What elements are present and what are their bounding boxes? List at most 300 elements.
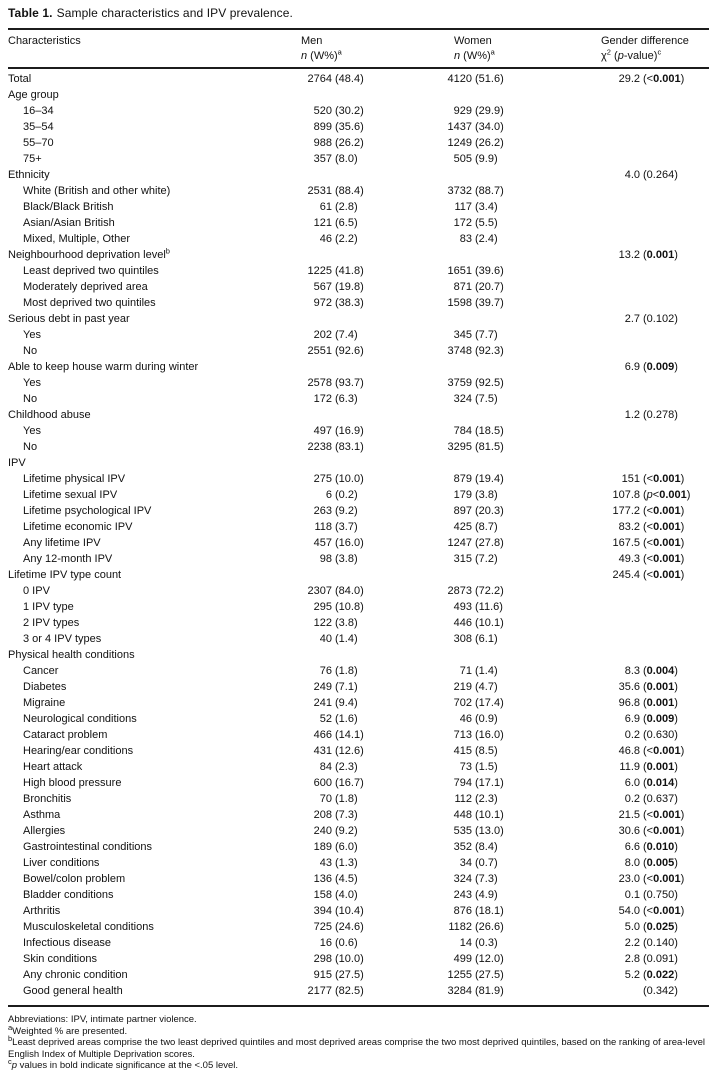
table-row [8, 919, 709, 935]
table-row [8, 823, 709, 839]
p-value: (<0.001) [643, 537, 685, 549]
gender-difference-value [539, 295, 709, 311]
gender-difference-value [539, 503, 709, 519]
table-row [8, 215, 709, 231]
chi-square-value [539, 615, 640, 631]
chi-symbol: χ [601, 50, 607, 62]
women-value-pct: (12.0) [475, 953, 504, 965]
gender-difference-value [539, 759, 709, 775]
men-value-n: 431 [313, 745, 332, 757]
women-value [399, 375, 539, 391]
characteristic-label: Neurological conditions [23, 713, 137, 725]
gender-difference-value [539, 839, 709, 855]
men-value-pct: (6.5) [335, 217, 358, 229]
men-value-n: 2177 [307, 985, 332, 997]
characteristic-label: Lifetime psychological IPV [23, 505, 152, 517]
men-value-n: 121 [313, 217, 332, 229]
men-value-pct: (24.6) [335, 921, 364, 933]
men-value-n: 249 [313, 681, 332, 693]
women-value-n: 3284 [447, 985, 472, 997]
men-value-n: 972 [313, 297, 332, 309]
men-value [254, 663, 399, 679]
women-value-pct: (8.4) [475, 841, 498, 853]
table-row [8, 71, 709, 87]
women-value [399, 663, 539, 679]
women-value-pct: (5.5) [475, 217, 498, 229]
men-value-n: 497 [313, 425, 332, 437]
chi-square-value [539, 327, 640, 343]
table-row [8, 359, 709, 375]
table-row [8, 615, 709, 631]
women-value [399, 855, 539, 871]
men-value [254, 119, 399, 135]
gender-difference-value [539, 135, 709, 151]
gender-difference-value [539, 711, 709, 727]
p-value-number: 0.001 [653, 873, 681, 885]
men-value [254, 903, 399, 919]
men-value [254, 743, 399, 759]
men-value-n: 6 [325, 489, 332, 501]
gender-difference-value [539, 263, 709, 279]
chi-square-value: 23.0 [618, 873, 640, 885]
table-title [8, 6, 709, 21]
label-superscript: b [165, 247, 170, 256]
men-value-pct: (10.8) [335, 601, 364, 613]
chi-square-value: 35.6 [618, 681, 640, 693]
men-value-n: 202 [313, 329, 332, 341]
men-value [254, 423, 399, 439]
p-value: (0.140) [643, 937, 678, 949]
women-value-n: 499 [453, 953, 472, 965]
chi-square-value [539, 631, 640, 647]
gender-difference-value [539, 727, 709, 743]
men-value [254, 343, 399, 359]
women-value-n: 219 [453, 681, 472, 693]
women-value-n: 929 [453, 105, 472, 117]
women-value-n [399, 407, 472, 423]
men-value [254, 887, 399, 903]
men-value [254, 87, 399, 103]
men-value [254, 551, 399, 567]
women-value-n [399, 87, 472, 103]
chi-square-value: 29.2 [618, 73, 640, 85]
gender-difference-value [539, 631, 709, 647]
p-value-number: 0.001 [653, 745, 681, 757]
men-value-pct: (2.8) [335, 201, 358, 213]
characteristic-label: Liver conditions [23, 857, 100, 869]
p-value: (<0.001) [643, 505, 685, 517]
women-value-n: 179 [453, 489, 472, 501]
men-value-pct: (10.4) [335, 905, 364, 917]
men-value-n [254, 567, 332, 583]
characteristic-label: IPV [8, 457, 26, 469]
women-value [399, 455, 539, 471]
women-value-pct: (7.7) [475, 329, 498, 341]
men-value [254, 775, 399, 791]
men-value-n [254, 455, 332, 471]
gender-difference-value [539, 599, 709, 615]
table-row [8, 391, 709, 407]
characteristic-label: 16–34 [23, 105, 54, 117]
men-value [254, 263, 399, 279]
chi-square-value [539, 391, 640, 407]
men-value [254, 247, 399, 263]
women-value-pct: (18.1) [475, 905, 504, 917]
men-value-pct: (3.8) [335, 553, 358, 565]
characteristic-label: Cancer [23, 665, 59, 677]
men-value [254, 455, 399, 471]
characteristic-label: 35–54 [23, 121, 54, 133]
men-value-pct: (3.8) [335, 617, 358, 629]
men-value-pct: (19.8) [335, 281, 364, 293]
men-value-n: 189 [313, 841, 332, 853]
gender-difference-value [539, 855, 709, 871]
chi-square-value [539, 279, 640, 295]
chi-square-value: 8.0 [624, 857, 640, 869]
chi-square-value [539, 599, 640, 615]
men-value [254, 167, 399, 183]
men-value-pct: (1.6) [335, 713, 358, 725]
table-row [8, 679, 709, 695]
characteristic-label: Diabetes [23, 681, 67, 693]
women-value-n: 46 [459, 713, 472, 725]
gender-difference-value [539, 103, 709, 119]
chi-square-value [539, 263, 640, 279]
men-value-n: 2764 [307, 73, 332, 85]
men-value [254, 375, 399, 391]
characteristic-label: Asthma [23, 809, 61, 821]
men-value-n: 1225 [307, 265, 332, 277]
table-row [8, 567, 709, 583]
gender-difference-value [539, 967, 709, 983]
p-value-number: 0.278 [646, 409, 675, 421]
characteristic-label: Gastrointestinal conditions [23, 841, 153, 853]
men-value-n [254, 359, 332, 375]
gender-difference-value [539, 215, 709, 231]
p-value-number: 0.001 [653, 73, 681, 85]
table-row [8, 887, 709, 903]
characteristic-label: Lifetime physical IPV [23, 473, 126, 485]
women-value [399, 103, 539, 119]
men-value [254, 439, 399, 455]
women-value [399, 295, 539, 311]
gender-difference-value [539, 951, 709, 967]
characteristic-label: 55–70 [23, 137, 54, 149]
men-value [254, 279, 399, 295]
women-value-n: 71 [459, 665, 472, 677]
women-value-n: 3295 [447, 441, 472, 453]
p-value-number: 0.001 [653, 825, 681, 837]
men-value-n: 61 [319, 201, 332, 213]
gender-difference-value [539, 919, 709, 935]
characteristic-label: Musculoskeletal conditions [23, 921, 154, 933]
women-value-pct: (19.4) [475, 473, 504, 485]
men-value-pct: (93.7) [335, 377, 364, 389]
p-symbol: p [646, 489, 653, 501]
men-value-n: 2238 [307, 441, 332, 453]
table-row [8, 503, 709, 519]
women-value-n: 243 [453, 889, 472, 901]
men-value-pct: (35.6) [335, 121, 364, 133]
p-value: (0.342) [643, 985, 678, 997]
p-value-number: 0.005 [646, 857, 675, 869]
women-value-n: 315 [453, 553, 472, 565]
p-value: (0.022) [643, 969, 678, 981]
header-gender-difference: Gender difference $\chi^2$ (p-value)$^c$ [601, 35, 689, 62]
women-value-n: 73 [459, 761, 472, 773]
women-value-n: 1247 [447, 537, 472, 549]
men-value-n [254, 247, 332, 263]
men-value [254, 759, 399, 775]
characteristic-label: Any chronic condition [23, 969, 128, 981]
men-value-n: 2578 [307, 377, 332, 389]
women-value-pct: (39.7) [475, 297, 504, 309]
table-row [8, 263, 709, 279]
women-value-n: 324 [453, 393, 472, 405]
characteristic-label: Bladder conditions [23, 889, 114, 901]
women-value-n: 172 [453, 217, 472, 229]
women-value [399, 903, 539, 919]
table-row [8, 951, 709, 967]
characteristic-label: Asian/Asian British [23, 217, 115, 229]
women-value-pct: (0.7) [475, 857, 498, 869]
p-value: (0.014) [643, 777, 678, 789]
p-value: (0.004) [643, 665, 678, 677]
gender-difference-value [539, 871, 709, 887]
men-value-n: 46 [319, 233, 332, 245]
women-value-n: 1255 [447, 969, 472, 981]
p-value-number: 0.001 [653, 521, 681, 533]
women-value [399, 871, 539, 887]
women-value-pct: (81.9) [475, 985, 504, 997]
women-value [399, 199, 539, 215]
p-value: (<0.001) [643, 73, 685, 85]
chi-square-value: 49.3 [618, 553, 640, 565]
men-value [254, 871, 399, 887]
p-value: (<0.001) [643, 473, 685, 485]
women-value [399, 887, 539, 903]
women-value [399, 263, 539, 279]
women-value-pct: (0.3) [475, 937, 498, 949]
table-row [8, 167, 709, 183]
chi-square-value: 5.2 [624, 969, 640, 981]
women-value [399, 727, 539, 743]
men-value-n [254, 87, 332, 103]
characteristic-label: High blood pressure [23, 777, 122, 789]
chi-square-value [539, 151, 640, 167]
women-value-pct: (11.6) [475, 601, 503, 613]
characteristic-label: Lifetime sexual IPV [23, 489, 118, 501]
men-value-n: 158 [313, 889, 332, 901]
table-row [8, 711, 709, 727]
women-value [399, 71, 539, 87]
gender-difference-value [539, 487, 709, 503]
characteristic-label: Black/Black British [23, 201, 114, 213]
characteristic-label: Childhood abuse [8, 409, 91, 421]
women-value-pct: (1.4) [475, 665, 498, 677]
men-value-n [254, 167, 332, 183]
chi-square-value: 107.8 [612, 489, 640, 501]
chi-square-value: 0.2 [624, 793, 640, 805]
chi-square-value: 4.0 [624, 169, 640, 181]
p-value: (0.001) [643, 697, 678, 709]
p-value-number: 0.010 [646, 841, 675, 853]
p-value: (0.630) [643, 729, 678, 741]
table-row [8, 807, 709, 823]
women-value-pct: (4.7) [475, 681, 498, 693]
men-value [254, 935, 399, 951]
men-value-n: 240 [313, 825, 332, 837]
women-value [399, 967, 539, 983]
men-value [254, 823, 399, 839]
men-value [254, 631, 399, 647]
p-value: (<0.001) [643, 521, 685, 533]
p-value-number: 0.009 [646, 361, 675, 373]
gender-difference-value [539, 455, 709, 471]
women-value-n [399, 359, 472, 375]
gender-difference-value [539, 391, 709, 407]
p-value: (<0.001) [643, 873, 685, 885]
p-value: (0.278) [643, 409, 678, 421]
women-value [399, 519, 539, 535]
chi-square-value: 13.2 [618, 249, 640, 261]
p-value-number: 0.014 [646, 777, 675, 789]
men-value-pct: (9.4) [335, 697, 358, 709]
men-value-pct: (26.2) [335, 137, 364, 149]
gender-difference-value [539, 311, 709, 327]
men-value-pct: (1.4) [335, 633, 358, 645]
men-value-pct: (16.9) [335, 425, 364, 437]
p-value: (0.091) [643, 953, 678, 965]
p-value: (0.637) [643, 793, 678, 805]
p-value: (0.750) [643, 889, 678, 901]
chi-square-value [539, 199, 640, 215]
table-row [8, 903, 709, 919]
chi-square-value [539, 439, 640, 455]
characteristic-label: Age group [8, 89, 59, 101]
women-value [399, 503, 539, 519]
men-value-n: 241 [313, 697, 332, 709]
men-value [254, 231, 399, 247]
women-value [399, 711, 539, 727]
gender-difference-value [539, 935, 709, 951]
table-row [8, 743, 709, 759]
women-value-n: 345 [453, 329, 472, 341]
gender-difference-value [539, 887, 709, 903]
chi-square-value [539, 983, 640, 999]
men-value-pct: (92.6) [335, 345, 364, 357]
women-value [399, 279, 539, 295]
men-value-pct: (7.1) [335, 681, 358, 693]
women-value-n: 535 [453, 825, 472, 837]
women-value-pct: (26.2) [475, 137, 504, 149]
women-value-n: 1651 [447, 265, 472, 277]
men-value-pct: (9.2) [335, 825, 358, 837]
men-value [254, 407, 399, 423]
p-value: (<0.001) [643, 809, 685, 821]
table-row [8, 295, 709, 311]
men-value [254, 679, 399, 695]
women-value-n: 2873 [447, 585, 472, 597]
table-row [8, 87, 709, 103]
women-value-n: 3759 [447, 377, 472, 389]
gender-difference-value [539, 823, 709, 839]
chi-square-value [539, 215, 640, 231]
men-value-n: 76 [319, 665, 332, 677]
p-value-number: 0.001 [653, 569, 681, 581]
chi-square-value: 54.0 [618, 905, 640, 917]
table-row [8, 839, 709, 855]
men-value-n: 600 [313, 777, 332, 789]
men-value-pct: (4.5) [335, 873, 358, 885]
characteristic-label: Hearing/ear conditions [23, 745, 134, 757]
women-value-pct: (26.6) [475, 921, 504, 933]
men-value-n: 118 [314, 521, 332, 533]
chi-square-value [539, 423, 640, 439]
table-row [8, 439, 709, 455]
women-value-pct: (18.5) [475, 425, 504, 437]
men-value [254, 199, 399, 215]
p-value-number: 0.001 [653, 505, 681, 517]
women-value-pct: (7.2) [475, 553, 498, 565]
p-value: (0.025) [643, 921, 678, 933]
characteristic-label: 0 IPV [23, 585, 50, 597]
table-row [8, 487, 709, 503]
women-value-n: 1437 [447, 121, 472, 133]
chi-square-value [539, 103, 640, 119]
p-value-number: 0.009 [646, 713, 675, 725]
women-value-pct: (27.5) [475, 969, 504, 981]
women-value-n: 794 [453, 777, 472, 789]
p-value-number: 0.102 [646, 313, 675, 325]
men-value-n: 122 [313, 617, 332, 629]
women-value [399, 679, 539, 695]
women-value-pct: (16.0) [475, 729, 504, 741]
chi-square-value: 96.8 [618, 697, 640, 709]
men-value [254, 503, 399, 519]
characteristic-label: Good general health [23, 985, 123, 997]
gender-difference-value [539, 583, 709, 599]
characteristic-label: Lifetime IPV type count [8, 569, 122, 581]
women-value-pct: (7.3) [475, 873, 498, 885]
table-row [8, 199, 709, 215]
table-row [8, 247, 709, 263]
chi-square-value: 151 [621, 473, 640, 485]
characteristic-label: Least deprived two quintiles [23, 265, 159, 277]
women-value-pct: (9.9) [475, 153, 498, 165]
women-value-pct: (7.5) [475, 393, 498, 405]
footnote-b: $^b$Least deprived areas comprise the two least deprived quintiles and most deprived areas comprise the two most deprived quintiles, based on the ranking of area-level English Index of Multiple Deprivation scores. [8, 1034, 705, 1060]
women-value-n: 1249 [447, 137, 472, 149]
men-value-pct: (10.0) [335, 953, 364, 965]
men-value-pct: (6.0) [335, 841, 358, 853]
table-row [8, 327, 709, 343]
table-row [8, 183, 709, 199]
women-value-pct: (8.7) [475, 521, 498, 533]
women-value-pct: (17.4) [475, 697, 504, 709]
women-value-n: 713 [453, 729, 472, 741]
women-value-n: 4120 [447, 73, 472, 85]
men-value-n: 136 [313, 873, 332, 885]
women-value-n: 83 [459, 233, 472, 245]
chi-square-value: 5.0 [624, 921, 640, 933]
women-value [399, 791, 539, 807]
p-value: (<0.001) [643, 569, 685, 581]
women-value [399, 743, 539, 759]
p-value-number: 0.750 [646, 889, 675, 901]
gender-difference-value [539, 983, 709, 999]
women-value [399, 215, 539, 231]
